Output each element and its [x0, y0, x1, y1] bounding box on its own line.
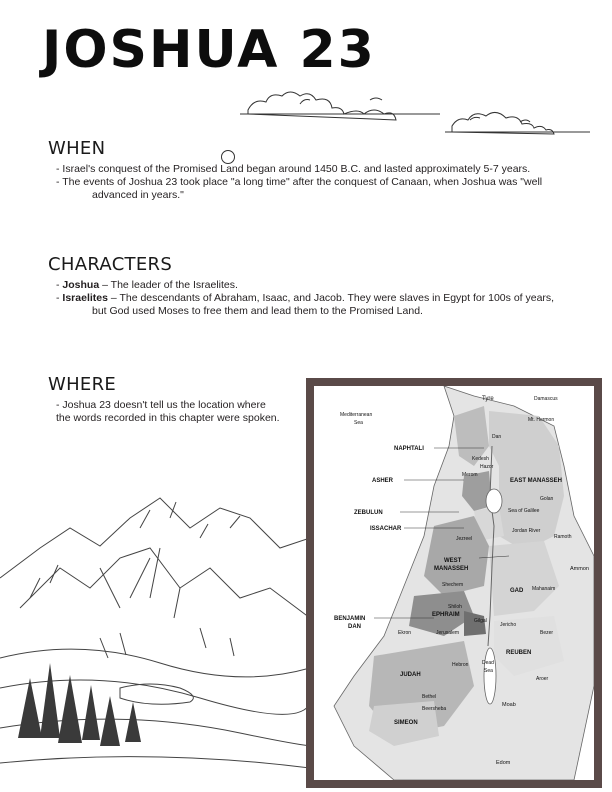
label-zebulun: ZEBULUN [354, 510, 383, 516]
label-gilgal: Gilgal [474, 618, 487, 624]
label-shechem: Shechem [442, 582, 464, 588]
label-dead: Dead [482, 660, 494, 666]
label-edom: Edom [496, 760, 511, 766]
label-east-manasseh: EAST MANASSEH [510, 478, 563, 484]
label-simeon: SIMEON [394, 720, 418, 726]
label-dead-sea: Sea [484, 668, 493, 674]
label-jezreel: Jezreel [456, 536, 473, 542]
label-aroer: Aroer [536, 676, 549, 682]
label-jerusalem: Jerusalem [436, 630, 460, 636]
label-mahanaim: Mahanaim [532, 586, 556, 592]
label-jordan-river: Jordan River [512, 528, 541, 534]
label-golan: Golan [540, 496, 554, 502]
label-issachar: ISSACHAR [370, 526, 402, 532]
label-merom: Merom [462, 472, 478, 478]
landscape-illustration [0, 488, 310, 792]
label-reuben: REUBEN [506, 650, 532, 656]
label-ephraim: EPHRAIM [432, 612, 460, 618]
when-item: - The events of Joshua 23 took place "a long time" after the conquest of Canaan, when Joshua was "well advanced in years." [56, 176, 543, 201]
label-shiloh: Shiloh [448, 604, 462, 610]
label-moab: Moab [502, 702, 516, 708]
label-judah: JUDAH [400, 672, 421, 678]
when-list [56, 163, 542, 202]
label-bezer: Bezer [540, 630, 554, 636]
where-heading: WHERE [48, 374, 117, 395]
label-mediterranean: Mediterranean [340, 412, 373, 418]
label-manasseh: MANASSEH [434, 566, 469, 572]
label-hazor: Hazor [480, 464, 494, 470]
label-jericho: Jericho [500, 622, 517, 628]
label-dan-tribe: DAN [348, 624, 361, 630]
label-gad: GAD [510, 588, 524, 594]
where-text: - Joshua 23 doesn't tell us the location where the words recorded in this chapter were spoken. [56, 399, 280, 424]
character-joshua: - Joshua – The leader of the Israelites. [56, 279, 238, 291]
map-frame [306, 378, 602, 788]
when-heading: WHEN [48, 138, 106, 159]
promised-land-map [314, 386, 594, 780]
map-canvas [314, 386, 594, 780]
label-benjamin: BENJAMIN [334, 616, 366, 622]
label-naphtali: NAPHTALI [394, 446, 424, 452]
label-mt-hermon: Mt. Hermon [528, 417, 555, 423]
label-ammon: Ammon [570, 566, 589, 572]
label-sea-of-galilee: Sea of Galilee [508, 508, 540, 514]
label-damascus: Damascus [534, 396, 558, 402]
label-mediterranean-sea: Sea [354, 420, 363, 426]
label-west: WEST [444, 558, 462, 564]
label-ramoth: Ramoth [554, 534, 572, 540]
label-kedesh: Kedesh [472, 456, 489, 462]
characters-list [56, 279, 554, 318]
sun-circle [221, 150, 235, 164]
when-item: - Israel's conquest of the Promised Land began around 1450 B.C. and lasted approximately 5-7 years. [56, 163, 531, 175]
label-asher: ASHER [372, 478, 394, 484]
label-tyre: Tyre [482, 396, 494, 402]
page-title: JOSHUA 23 [42, 20, 376, 80]
character-israelites: - Israelites – The descendants of Abraham, Isaac, and Jacob. They were slaves in Egypt for 100s of years, but God used Moses to free them and lead them to the Promised Land. [56, 292, 555, 317]
label-ekron: Ekron [398, 630, 412, 636]
label-dan-city: Dan [492, 434, 502, 440]
label-hebron: Hebron [452, 662, 469, 668]
characters-heading: CHARACTERS [48, 254, 173, 275]
clouds-illustration [240, 84, 590, 164]
label-beersheba: Beersheba [422, 706, 447, 712]
label-bethel: Bethel [422, 694, 437, 700]
